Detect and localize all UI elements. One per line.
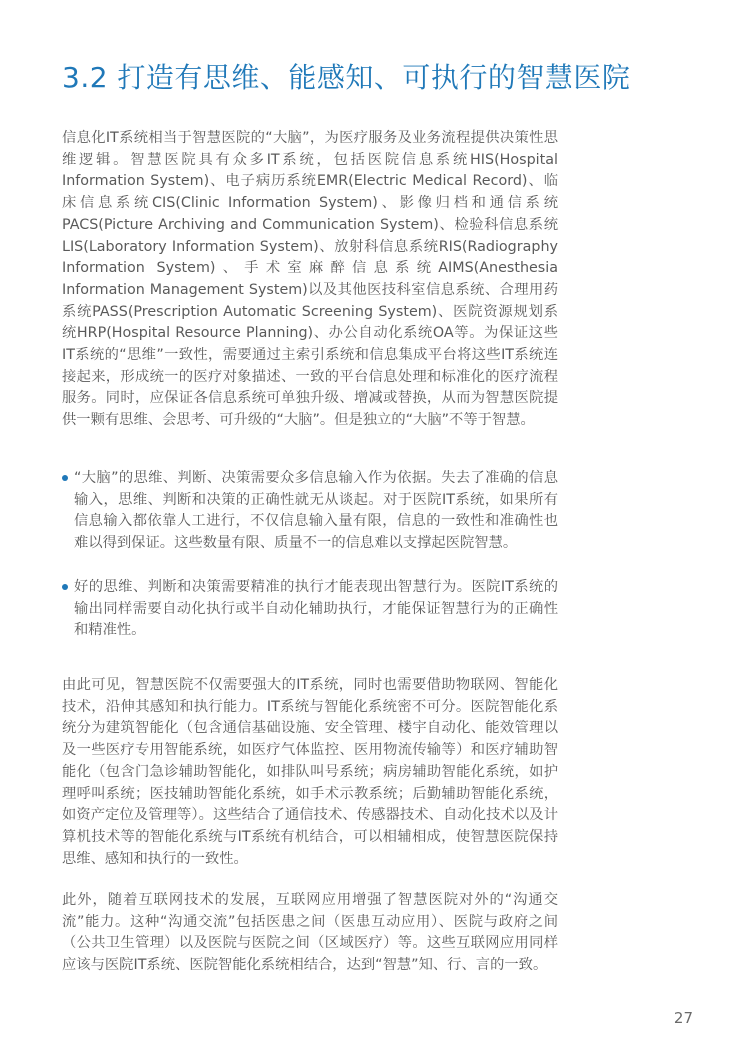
bullet-dot-icon xyxy=(62,584,68,590)
body-paragraph-internet: 此外，随着互联网技术的发展，互联网应用增强了智慧医院对外的“沟通交流”能力。这种“沟通交流”包括医患之间（医患互动应用）、医院与政府之间（公共卫生管理）以及医院与医院之间（区域医疗）等。这些互联网应用同样应该与医院IT系统、医院智能化系统相结合，达到“智慧”知、行、言的一致。 xyxy=(62,892,558,974)
body-paragraph-intelligence: 由此可见，智慧医院不仅需要强大的IT系统，同时也需要借助物联网、智能化技术，沿伸其感知和执行能力。IT系统与智能化系统密不可分。医院智能化系统分为建筑智能化（包含通信基础设施、安全管理、楼宇自动化、能效管理以及一些医疗专用智能系统，如医疗气体监控、医用物流传输等）和医疗辅助智能化（包含门急诊辅助智能化，如排队叫号系统；病房辅助智能化系统，如护理呼叫系统；医技辅助智能化系统，如手术示教系统；后勤辅助智能化系统，如资产定位及管理等）。这些结合了通信技术、传感器技术、自动化技术以及计算机技术等的智能化系统与IT系统有机结合，可以相辅相成，使智慧医院保持思维、感知和执行的一致性。 xyxy=(62,677,558,867)
bullet-item-execution xyxy=(62,577,558,642)
section-title: 3.2 打造有思维、能感知、可执行的智慧医院 xyxy=(62,61,631,94)
page-number: 27 xyxy=(673,1009,693,1027)
intro-paragraph: 信息化IT系统相当于智慧医院的“大脑”，为医疗服务及业务流程提供决策性思维逻辑。智慧医院具有众多IT系统，包括医院信息系统HIS(Hospital Information System)、电子病历系统EMR(Electric Medical Record)、临床信息系统CIS(Clinic Information System)、影像归档和通信系统PACS(Picture Archiving and Communication System)、检验科信息系统LIS(Laboratory Information System)、放射科信息系统RIS(Radiography Information System)、手术室麻醉信息系统AIMS(Anesthesia Information Management System)以及其他医技科室信息系统、合理用药系统PASS(Prescription Automatic Screening System)、医院资源规划系统HRP(Hospital Resource Planning)、办公自动化系统OA等。为保证这些IT系统的“思维”一致性，需要通过主索引系统和信息集成平台将这些IT系统连接起来，形成统一的医疗对象描述、一致的平台信息处理和标准化的医疗流程服务。同时，应保证各信息系统可单独升级、增减或替换，从而为智慧医院提供一颗有思维、会思考、可升级的“大脑”。但是独立的“大脑”不等于智慧。 xyxy=(62,130,558,429)
bullet-dot-icon xyxy=(62,475,68,481)
bullet-text: “大脑”的思维、判断、决策需要众多信息输入作为依据。失去了准确的信息输入，思维、判断和决策的正确性就无从谈起。对于医院IT系统，如果所有信息输入都依靠人工进行，不仅信息输入量有限，信息的一致性和准确性也难以得到保证。这些数量有限、质量不一的信息难以支撑起医院智慧。 xyxy=(74,470,558,552)
bullet-text: 好的思维、判断和决策需要精准的执行才能表现出智慧行为。医院IT系统的输出同样需要自动化执行或半自动化辅助执行，才能保证智慧行为的正确性和精准性。 xyxy=(74,579,558,639)
bullet-item-input xyxy=(62,468,558,555)
